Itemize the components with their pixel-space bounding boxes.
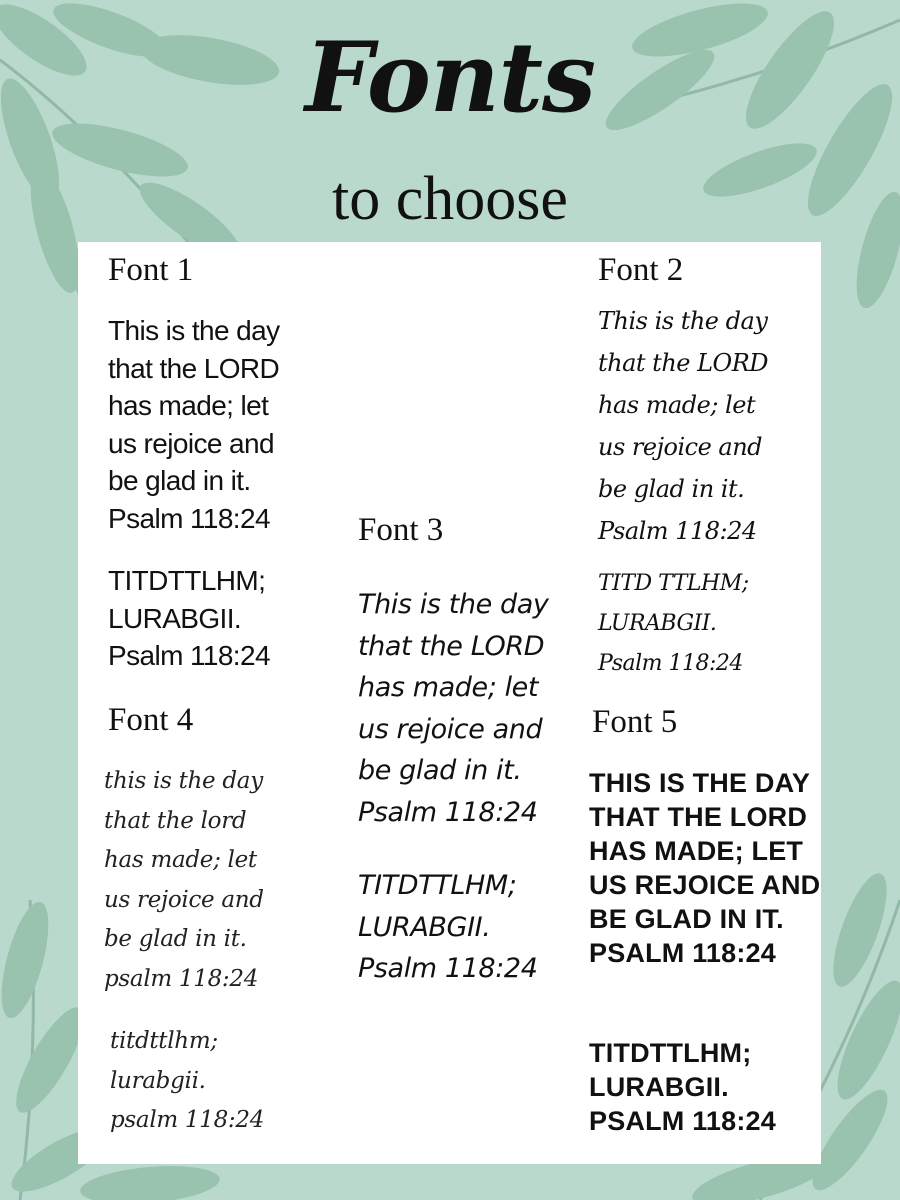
verse-line: be glad in it. — [108, 465, 251, 496]
verse-line: that the LORD — [358, 630, 545, 662]
verse-line: that the LORD — [598, 349, 769, 377]
font4-verse — [104, 762, 264, 999]
verse-line: that the lord — [104, 807, 247, 834]
verse-line: us rejoice and — [104, 886, 264, 913]
verse-line: This is the day — [598, 307, 768, 335]
verse-line: HAS MADE; LET — [589, 836, 804, 866]
abbr-reference: Psalm 118:24 — [358, 953, 538, 984]
verse-line: us rejoice and — [358, 713, 543, 745]
abbr-reference: Psalm 118:24 — [108, 640, 270, 671]
font4-abbreviation — [110, 1022, 264, 1141]
abbr-line: TITDTTLHM; — [358, 870, 517, 901]
verse-reference: psalm 118:24 — [104, 965, 259, 992]
verse-line: US REJOICE AND — [589, 870, 821, 900]
page-title: Fonts — [304, 21, 596, 134]
abbr-line: LURABGII. — [589, 1072, 729, 1102]
font3-verse — [358, 584, 548, 833]
abbr-line: LURABGII. — [108, 602, 242, 634]
font1-verse — [108, 312, 280, 537]
verse-line: that the LORD — [108, 352, 280, 384]
verse-line: BE GLAD IN IT. — [589, 904, 784, 934]
font1-abbreviation — [108, 562, 270, 675]
verse-line: This is the day — [108, 315, 280, 346]
font3-label: Font 3 — [358, 512, 444, 548]
verse-line: us rejoice and — [108, 427, 274, 459]
font5-verse — [589, 766, 820, 970]
page-subtitle: to choose — [332, 165, 568, 233]
verse-line: be glad in it. — [104, 926, 247, 952]
font1-label: Font 1 — [108, 252, 194, 288]
abbr-line: TITDTTLHM; — [108, 565, 266, 596]
verse-line: THAT THE LORD — [589, 802, 808, 832]
font5-abbreviation — [589, 1036, 776, 1138]
verse-line: THIS IS THE DAY — [589, 768, 811, 798]
abbr-line: TITD TTLHM; — [598, 571, 749, 596]
font2-abbreviation — [598, 564, 749, 684]
verse-reference: Psalm 118:24 — [598, 517, 757, 545]
verse-reference: Psalm 118:24 — [358, 796, 538, 828]
abbr-line: LURABGII. — [358, 911, 491, 943]
font2-verse — [598, 300, 768, 552]
verse-reference: PSALM 118:24 — [589, 938, 776, 968]
font2-label: Font 2 — [598, 252, 684, 288]
font5-label: Font 5 — [592, 704, 678, 740]
abbr-reference: psalm 118:24 — [110, 1107, 265, 1133]
verse-line: has made; let — [104, 847, 257, 873]
abbr-line: TITDTTLHM; — [589, 1038, 752, 1068]
verse-line: this is the day — [104, 768, 263, 794]
verse-line: be glad in it. — [358, 755, 522, 786]
abbr-reference: PSALM 118:24 — [589, 1106, 776, 1136]
font4-label: Font 4 — [108, 702, 194, 738]
verse-line: has made; let — [108, 390, 269, 421]
verse-line: us rejoice and — [598, 433, 763, 461]
abbr-reference: Psalm 118:24 — [598, 651, 743, 676]
abbr-line: titdttlhm; — [110, 1028, 218, 1054]
abbr-line: lurabgii. — [110, 1067, 206, 1094]
fonts-card — [78, 242, 821, 1164]
verse-line: has made; let — [598, 391, 756, 419]
verse-line: has made; let — [358, 672, 539, 703]
verse-line: This is the day — [358, 589, 549, 620]
verse-line: be glad in it. — [598, 475, 745, 503]
abbr-line: LURABGII. — [598, 611, 717, 636]
font3-abbreviation — [358, 865, 537, 990]
verse-reference: Psalm 118:24 — [108, 502, 270, 534]
